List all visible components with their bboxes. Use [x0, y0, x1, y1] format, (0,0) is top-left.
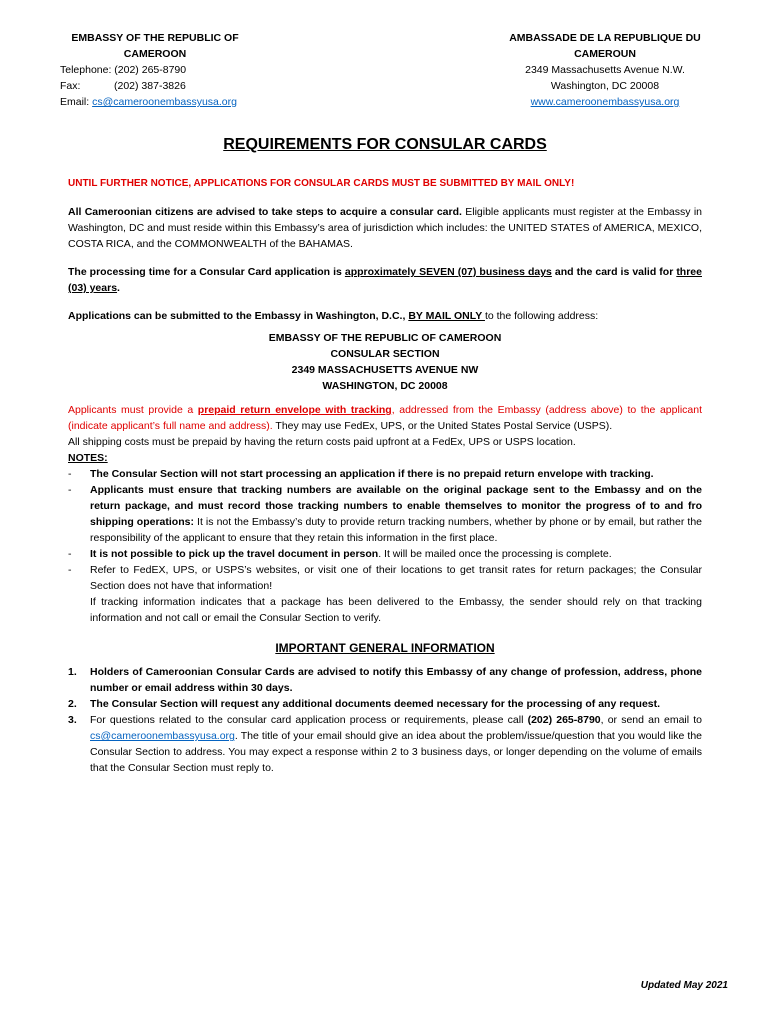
ambassade-name-line2: CAMEROUN	[574, 48, 636, 60]
ambassade-name-line1: AMBASSADE DE LA REPUBLIQUE DU	[509, 32, 701, 44]
note-text: It is not the Embassy’s duty to provide return tracking numbers, whether by phone or by email, but rather the responsibility of the applicant to ensure that they retain this information in the first place.	[90, 516, 702, 544]
item-number: 3.	[68, 714, 77, 726]
note-bold: The Consular Section will not start processing an application if there is no prepaid return envelope with tracking.	[90, 468, 654, 480]
envelope-text-1: Applicants must provide a	[68, 404, 198, 416]
mail-only-notice: UNTIL FURTHER NOTICE, APPLICATIONS FOR CONSULAR CARDS MUST BE SUBMITTED BY MAIL ONLY!	[68, 178, 575, 189]
email-line	[60, 94, 290, 110]
processing-days: approximately SEVEN (07) business days	[344, 266, 552, 278]
mailing-address-block	[68, 330, 702, 394]
note-bold: It is not possible to pick up the travel document in person	[90, 548, 379, 560]
list-item: - The Consular Section will not start processing an application if there is no prepaid return envelope with tracking.	[68, 468, 654, 480]
email-link[interactable]: cs@cameroonembassyusa.org	[92, 96, 237, 108]
embassy-name-line1: EMBASSY OF THE REPUBLIC OF	[71, 32, 239, 44]
list-item: - Applicants must ensure that tracking numbers are available on the original package sent to the Embassy and on the return package, and must record those tracking numbers to enable themselves to monitor the progress of to and fro shipping operations: It is not the Embassy’s duty to provide return tracking numbers, whether by phone or by email, but rather the responsibility of the applicant to ensure that they retain this information in the first place.	[68, 484, 702, 544]
submission-paragraph	[68, 308, 702, 324]
tracking-note: If tracking information indicates that a package has been delivered to the Embassy, the sender should rely on that tracking information and not call or email the Consular Section to verify.	[90, 596, 702, 624]
address-line2: Washington, DC 20008	[550, 80, 660, 92]
list-item	[68, 712, 702, 776]
list-item: - Refer to FedEX, UPS, or USPS’s websites, or visit one of their locations to get transit rates for return packages; the Consular Section does not have that information!	[68, 564, 702, 592]
submission-text: Applications can be submitted to the Embassy in Washington, D.C.,	[68, 310, 409, 322]
item-text: Holders of Cameroonian Consular Cards are advised to notify this Embassy of any change of profession, address, phone number or email address within 30 days.	[90, 666, 702, 694]
note-text: . It will be mailed once the processing is complete.	[378, 548, 612, 560]
document-body	[68, 176, 702, 776]
note-text: Refer to FedEX, UPS, or USPS’s websites, or visit one of their locations to get transit rates for return packages; the Consular Section does not have that information!	[90, 564, 702, 592]
item-text: , or send an email to	[600, 714, 703, 726]
processing-text-1: The processing time for a Consular Card application is	[68, 266, 345, 278]
submission-text-2: to the following address:	[484, 310, 599, 322]
page-title: REQUIREMENTS FOR CONSULAR CARDS	[223, 136, 547, 153]
contact-phone: (202) 265-8790	[527, 714, 601, 726]
note-bold: Applicants must ensure that tracking numbers are available on the original package sent to the Embassy and on the return package, and must record those tracking numbers to enable themselves to monitor the progress of to and fro shipping operations:	[90, 484, 702, 528]
eligibility-paragraph	[68, 204, 702, 252]
eligibility-bold: All Cameroonian citizens are advised to take steps to acquire a consular card.	[68, 206, 462, 218]
address-line1: 2349 Massachusetts Avenue N.W.	[525, 64, 685, 76]
mailing-address-line: WASHINGTON, DC 20008	[322, 380, 448, 392]
list-item	[68, 664, 702, 696]
notes-list	[68, 466, 702, 594]
notes-label: NOTES:	[68, 452, 108, 464]
shipping-cost-text: All shipping costs must be prepaid by having the return costs paid upfront at a FedEx, UPS or USPS location.	[68, 436, 576, 448]
validity-years: three (03) years	[68, 266, 702, 294]
item-text: The Consular Section will request any additional documents deemed necessary for the processing of any request.	[90, 698, 661, 710]
processing-paragraph	[68, 264, 702, 296]
item-text: For questions related to the consular card application process or requirements, please call	[90, 714, 528, 726]
item-number: 2.	[68, 698, 77, 710]
telephone: Telephone: (202) 265-8790	[60, 64, 187, 76]
carrier-text: They may use FedEx, UPS, or the United States Postal Service (USPS).	[272, 420, 613, 432]
contact-email-link[interactable]: cs@cameroonembassyusa.org	[90, 730, 235, 742]
email-label: Email:	[60, 96, 93, 108]
list-item: - It is not possible to pick up the travel document in person. It will be mailed once the processing is complete.	[68, 548, 612, 560]
mailing-address-line: CONSULAR SECTION	[330, 348, 440, 360]
return-envelope-paragraph	[68, 402, 702, 450]
fax-number: (202) 387-3826	[114, 80, 186, 92]
item-number: 1.	[68, 666, 77, 678]
updated-date: Updated May 2021	[640, 980, 728, 991]
by-mail-only: BY MAIL ONLY	[408, 310, 485, 322]
envelope-text-2: , addressed from the Embassy (address above) to the applicant (indicate applicant’s full name and address).	[68, 404, 702, 432]
mailing-address-line: EMBASSY OF THE REPUBLIC OF CAMEROON	[268, 332, 502, 344]
processing-period: .	[117, 282, 120, 294]
fax-label: Fax:	[60, 80, 81, 92]
item-text: . The title of your email should give an idea about the problem/issue/question that you would like the Consular Section to address. You may expect a response within 2 to 3 business days, or longer depending on the volume of emails that the Consular Section must reply to.	[90, 730, 702, 774]
envelope-requirement: prepaid return envelope with tracking	[197, 404, 392, 416]
eligibility-text: Eligible applicants must register at the Embassy in Washington, DC and must reside within this Embassy’s area of jurisdiction which includes: the UNITED STATES of AMERICA, MEXICO, COSTA RICA, and the COMMONWEALTH of the BAHAMAS.	[68, 206, 702, 250]
general-info-list	[68, 664, 702, 776]
embassy-name-line2: CAMEROON	[123, 48, 187, 60]
section-title: IMPORTANT GENERAL INFORMATION	[275, 641, 495, 655]
list-item	[68, 696, 702, 712]
fax	[60, 78, 290, 94]
website-link[interactable]: www.cameroonembassyusa.org	[530, 96, 680, 108]
mailing-address-line: 2349 MASSACHUSETTS AVENUE NW	[291, 364, 479, 376]
header-left	[60, 30, 290, 110]
processing-text-2: and the card is valid for	[551, 266, 677, 278]
header-right	[480, 30, 730, 110]
